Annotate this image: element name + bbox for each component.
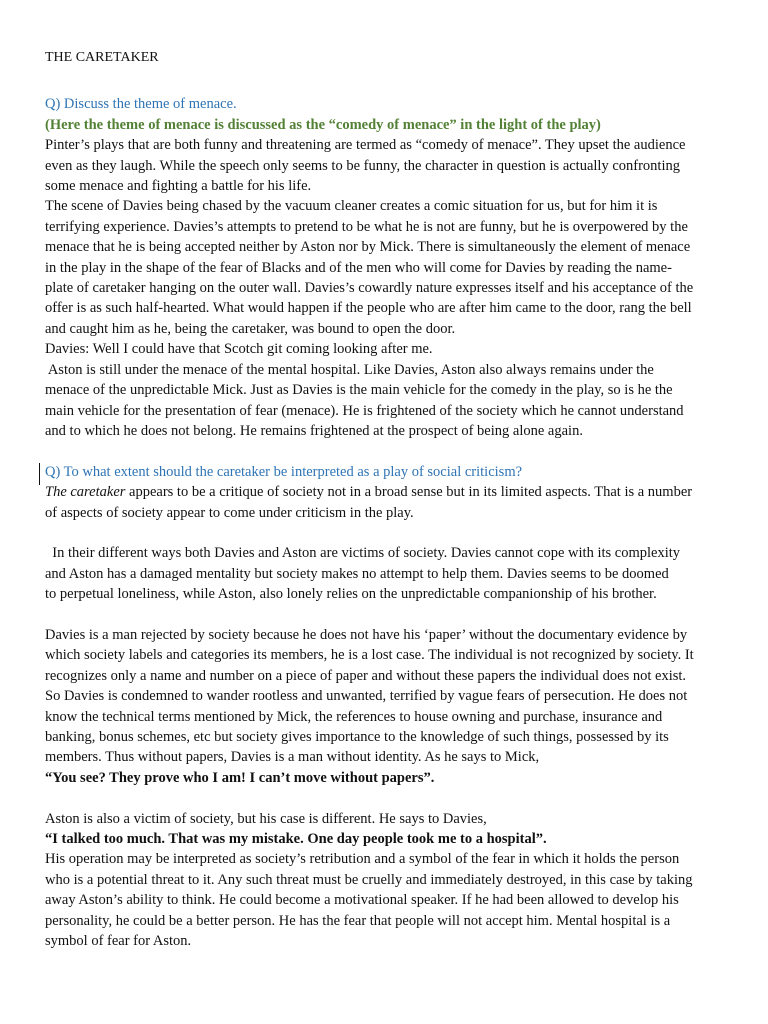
answer-1-line: main vehicle for the presentation of fear (menace). He is frightened of the society which he cannot understand (45, 402, 684, 419)
answer-1-line: and to which he does not belong. He remains frightened at the prospect of being alone again. (45, 422, 583, 439)
answer-1-line: in the play in the shape of the fear of Blacks and of the men who will come for Davies by reading the name- (45, 259, 672, 276)
answer-2-line: to perpetual loneliness, while Aston, also lonely relies on the unpredictable companionship of his brother. (45, 586, 657, 603)
answer-1 (45, 135, 728, 441)
answer-1-line: offer is as such half-hearted. What would happen if the people who are after him came to the door, rang the bell (45, 300, 692, 317)
answer-2-line: away Aston’s ability to think. He could become a motivational speaker. If he had been allowed to develop his (45, 892, 679, 909)
answer-2-line: In their different ways both Davies and Aston are victims of society. Davies cannot cope with its complexity (45, 545, 681, 562)
answer-2-line-rest: appears to be a critique of society not in a broad sense but in its limited aspects. That is a number (125, 484, 693, 501)
answer-1-line: terrifying experience. Davies’s attempts to pretend to be what he is not are funny, but he is overpowered by the (45, 218, 688, 235)
answer-2-paragraph-3 (45, 625, 728, 788)
answer-2-line: members. Thus without papers, Davies is a man without identity. As he says to Mick, (45, 749, 540, 766)
answer-2-line: which society labels and categories its members, he is a lost case. The individual is not recognized by society. It (45, 647, 694, 664)
paragraph-gap (45, 441, 728, 461)
answer-2-line (45, 482, 728, 502)
answer-2-line: symbol of fear for Aston. (45, 933, 192, 949)
question-1: Q) Discuss the theme of menace. (45, 96, 237, 113)
answer-2-line: banking, bonus schemes, etc but society gives importance to the knowledge of such things, possessed by its (45, 728, 669, 745)
answer-1-line: menace of the unpredictable Mick. Just as Davies is the main vehicle for the comedy in the play, so is he the (45, 382, 673, 399)
answer-2-line: Aston is also a victim of society, but his case is different. He says to Davies, (45, 810, 487, 827)
answer-1-line: The scene of Davies being chased by the vacuum cleaner creates a comic situation for us, but for him it is (45, 198, 658, 215)
answer-1-line: menace that he is being accepted neither by Aston nor by Mick. There is simultaneously the element of menace (45, 239, 691, 256)
document-title: THE CARETAKER (45, 50, 159, 65)
answer-2-line: Davies is a man rejected by society because he does not have his ‘paper’ without the documentary evidence by (45, 626, 688, 643)
answer-1-line: plate of caretaker hanging on the outer wall. Davies’s cowardly nature expresses itself and his acceptance of the (45, 280, 694, 297)
answer-1-line: some menace and fighting a battle for his life. (45, 178, 312, 195)
answer-2-paragraph-4 (45, 809, 728, 952)
answer-1-line: Aston is still under the menace of the mental hospital. Like Davies, Aston also always remains under the (45, 361, 654, 378)
answer-1-line: Davies: Well I could have that Scotch git coming looking after me. (45, 341, 433, 358)
answer-1-line: Pinter’s plays that are both funny and threatening are termed as “comedy of menace”. They upset the audience (45, 137, 686, 154)
answer-1-line: even as they laugh. While the speech only seems to be funny, the character in question is actually confronting (45, 157, 680, 174)
paragraph-gap (45, 605, 728, 625)
answer-2-line: personality, he could be a better person. He has the fear that people will not accept him. Mental hospital is a (45, 912, 671, 929)
answer-2-line: who is a potential threat to it. Any such threat must be cruelly and immediately destroyed, in this case by taking (45, 871, 693, 888)
quote-davies: “You see? They prove who I am! I can’t move without papers”. (45, 769, 435, 786)
answer-2-line: of aspects of society appear to come under criticism in the play. (45, 504, 414, 521)
text-cursor (39, 463, 40, 485)
play-title-italic: The caretaker (45, 484, 126, 501)
answer-2-line: recognizes only a name and number on a piece of paper and without these papers the individual does not exist. (45, 667, 687, 684)
question-2: Q) To what extent should the caretaker be interpreted as a play of social criticism? (45, 463, 523, 480)
answer-2-line: His operation may be interpreted as society’s retribution and a symbol of the fear in which it holds the person (45, 851, 680, 868)
paragraph-gap (45, 523, 728, 543)
answer-1-line: and caught him as he, being the caretaker, was bound to open the door. (45, 320, 456, 337)
quote-aston: “I talked too much. That was my mistake. One day people took me to a hospital”. (45, 830, 547, 847)
question-1-note: (Here the theme of menace is discussed as the “comedy of menace” in the light of the play) (45, 116, 601, 133)
answer-2-line: know the technical terms mentioned by Mick, the references to house owning and purchase, insurance and (45, 708, 663, 725)
answer-2-line: So Davies is condemned to wander rootless and unwanted, terrified by vague fears of persecution. He does not (45, 688, 688, 705)
answer-2-line: and Aston has a damaged mentality but society makes no attempt to help them. Davies seems to be doomed (45, 565, 669, 582)
answer-2-intro (45, 482, 728, 523)
paragraph-gap (45, 788, 728, 808)
answer-2-paragraph-2 (45, 543, 728, 604)
